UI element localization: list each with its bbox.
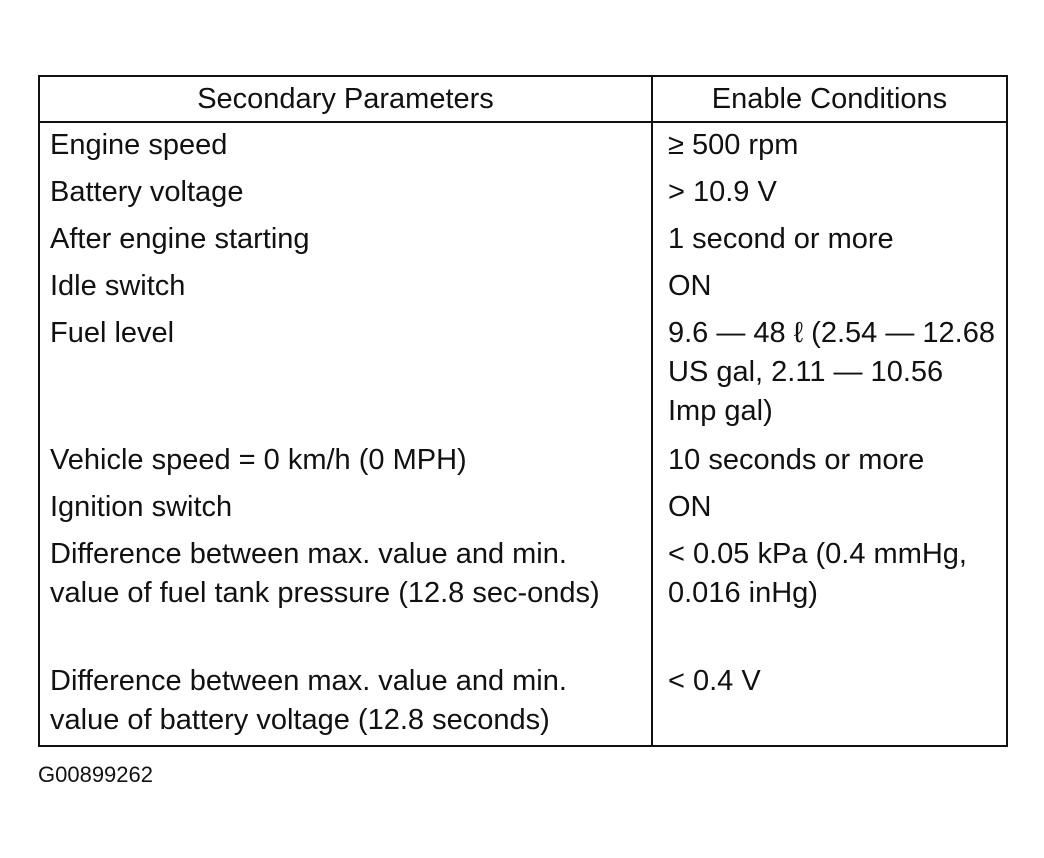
figure-id-caption: G00899262 (38, 762, 153, 787)
parameter-cell: Ignition switch (39, 485, 652, 532)
table-row (39, 659, 1007, 746)
table-row (39, 264, 1007, 311)
parameter-cell: Battery voltage (39, 170, 652, 217)
condition-cell: < 0.05 kPa (0.4 mmHg, 0.016 inHg) (668, 538, 967, 609)
parameter-cell: After engine starting (39, 217, 652, 264)
condition-cell: > 10.9 V (668, 176, 777, 208)
table-row (39, 438, 1007, 485)
table-row (39, 170, 1007, 217)
header-secondary-parameters: Secondary Parameters (39, 76, 652, 122)
condition-cell: 1 second or more (668, 223, 894, 255)
parameter-cell: Vehicle speed = 0 km/h (0 MPH) (39, 438, 652, 485)
condition-cell: ON (668, 491, 712, 523)
table-row (39, 485, 1007, 532)
condition-cell: ON (668, 270, 712, 302)
header-row (39, 76, 1007, 122)
table-row (39, 217, 1007, 264)
header-enable-conditions: Enable Conditions (652, 76, 1007, 122)
condition-cell: 10 seconds or more (668, 444, 925, 476)
parameter-cell: Engine speed (39, 122, 652, 170)
table-row (39, 532, 1007, 659)
condition-cell: ≥ 500 rpm (668, 129, 799, 161)
parameter-cell: Idle switch (39, 264, 652, 311)
parameter-cell: Difference between max. value and min. value of battery voltage (12.8 seconds) (39, 659, 652, 746)
condition-cell: 9.6 — 48 ℓ (2.54 — 12.68 US gal, 2.11 — 10.56 Imp gal) (668, 317, 995, 427)
enable-conditions-table (38, 75, 1008, 747)
table-row (39, 122, 1007, 170)
table-row (39, 311, 1007, 438)
condition-cell: < 0.4 V (668, 665, 761, 697)
parameter-cell: Difference between max. value and min. value of fuel tank pressure (12.8 sec-onds) (39, 532, 652, 659)
parameter-cell: Fuel level (39, 311, 652, 438)
